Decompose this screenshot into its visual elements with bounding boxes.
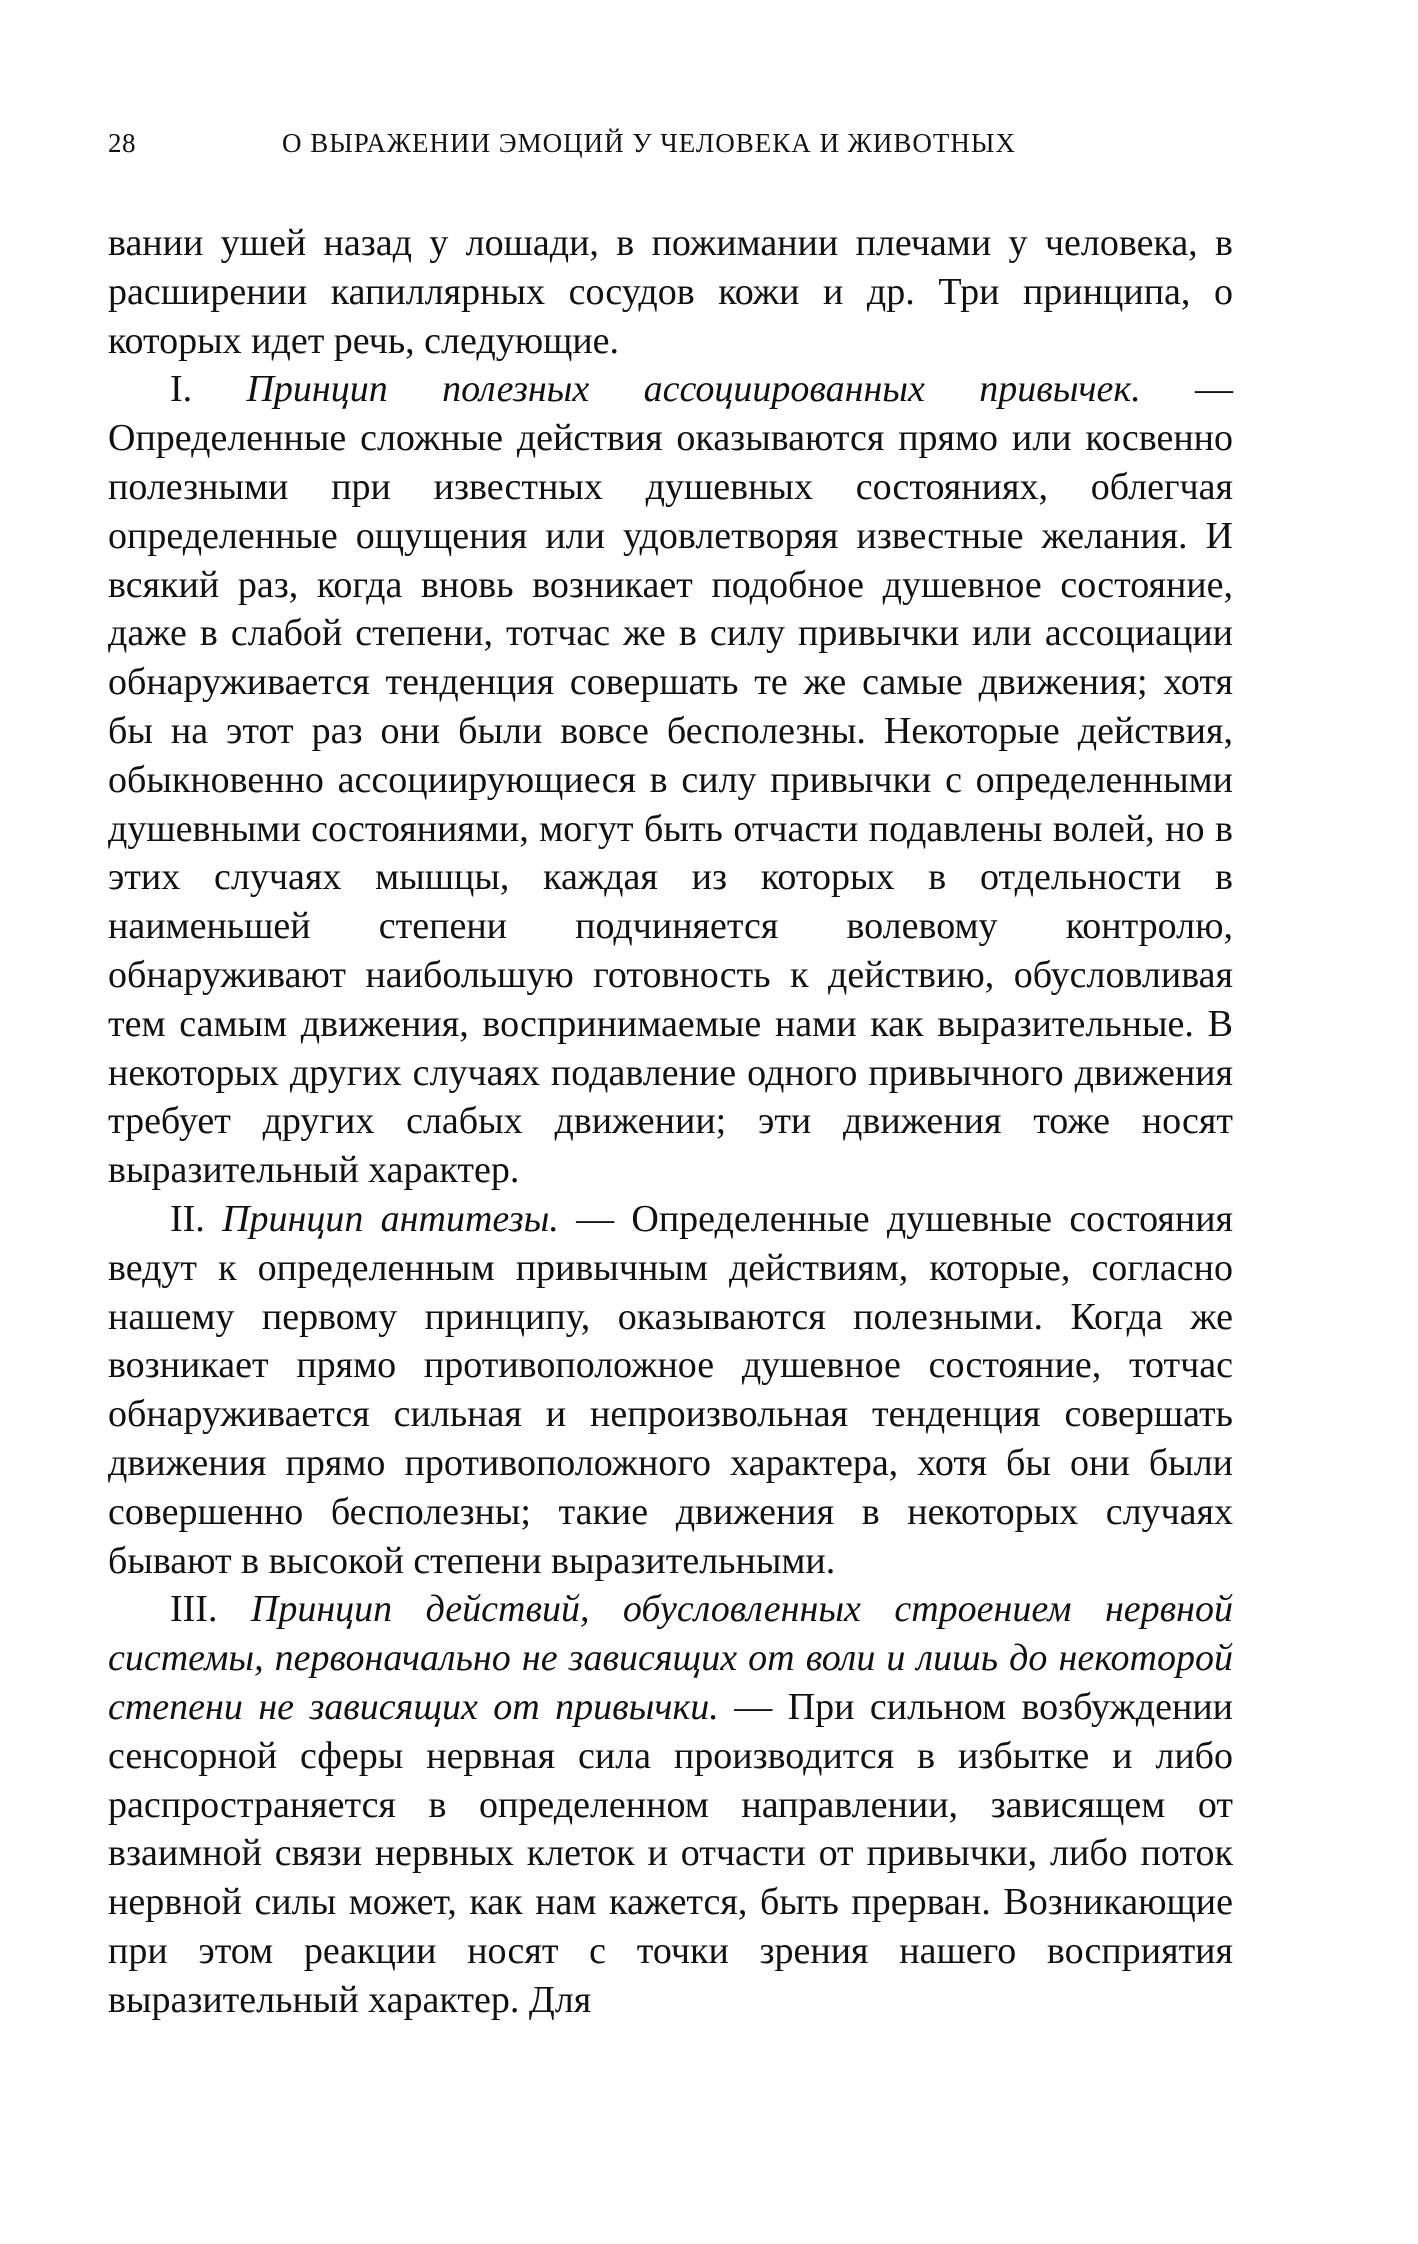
principle-title: Принцип антитезы.: [222, 1197, 559, 1240]
running-title: О ВЫРАЖЕНИИ ЭМОЦИЙ У ЧЕЛОВЕКА И ЖИВОТНЫХ: [282, 128, 1016, 158]
principle-title: Принцип действий, обусловленных строением нервной системы, первоначально не зависящих от воли и лишь до некоторой степени не зависящих от привычки.: [108, 1588, 1234, 1728]
page-number: 28: [108, 128, 136, 158]
principle-title: Принцип полезных ассоциированных привычек.: [246, 368, 1141, 411]
principle-numeral: I.: [170, 368, 193, 411]
paragraph-text: Определенные душевные состояния ведут к определенным привычным действиям, которые, согласно нашему первому принципу, оказываются полезными. Когда же возникает прямо противоположное душевное состояние, тотчас обнаруживается сильная и непроизвольная тенденция совершать движения прямо противоположного характера, хотя бы они были совершенно бесполезны; такие движения в некоторых случаях бывают в высокой степени выразительными.: [108, 1197, 1234, 1582]
paragraph-text: Определенные сложные действия оказываются прямо или косвенно полезными при известных душевных состояниях, облегчая определенные ощущения или удовлетворяя известные желания. И всякий раз, когда вновь возникает подобное душевное состояние, даже в слабой степени, тотчас же в силу привычки или ассоциации обнаруживается тенденция совершать те же самые движения; хотя бы на этот раз они были вовсе бесполезны. Некоторые действия, обыкновенно ассоциирующиеся в силу привычки с определенными душевными состояниями, могут быть отчасти подавлены волей, но в этих случаях мышцы, каждая из которых в отдельности в наименьшей степени подчиняется волевому контролю, обнаруживают наибольшую готовность к действию, обусловливая тем самым движения, воспринимаемые нами как выразительные. В некоторых других случаях подавление одного привычного движения требует других слабых движении; эти движения тоже носят выразительный характер.: [108, 417, 1233, 1192]
paragraph-text: вании ушей назад у лошади, в пожимании плечами у человека, в расширении капиллярных сосудов кожи и др. Три принципа, о которых идет речь, следующие.: [108, 222, 1233, 362]
paragraph-continuation: [108, 219, 1233, 365]
dash: —: [734, 1685, 773, 1728]
paragraph-text: При сильном возбуждении сенсорной сферы нервная сила производится в избытке и либо распространяется в определенном направлении, зависящем от взаимной связи нервных клеток и отчасти от привычки, либо поток нервной силы может, как нам кажется, быть прерван. Возникающие при этом реакции носят с точки зрения нашего восприятия выразительный характер. Для: [108, 1685, 1234, 2021]
dash: —: [576, 1197, 615, 1240]
running-head: [108, 128, 1233, 178]
dash: —: [1195, 368, 1234, 411]
principle-numeral: III.: [170, 1588, 218, 1631]
paragraph-principle-2: [108, 1195, 1233, 1585]
body-text: [108, 219, 1233, 2024]
paragraph-principle-3: [108, 1585, 1233, 2024]
principle-numeral: II.: [170, 1197, 205, 1240]
paragraph-principle-1: [108, 365, 1233, 1195]
